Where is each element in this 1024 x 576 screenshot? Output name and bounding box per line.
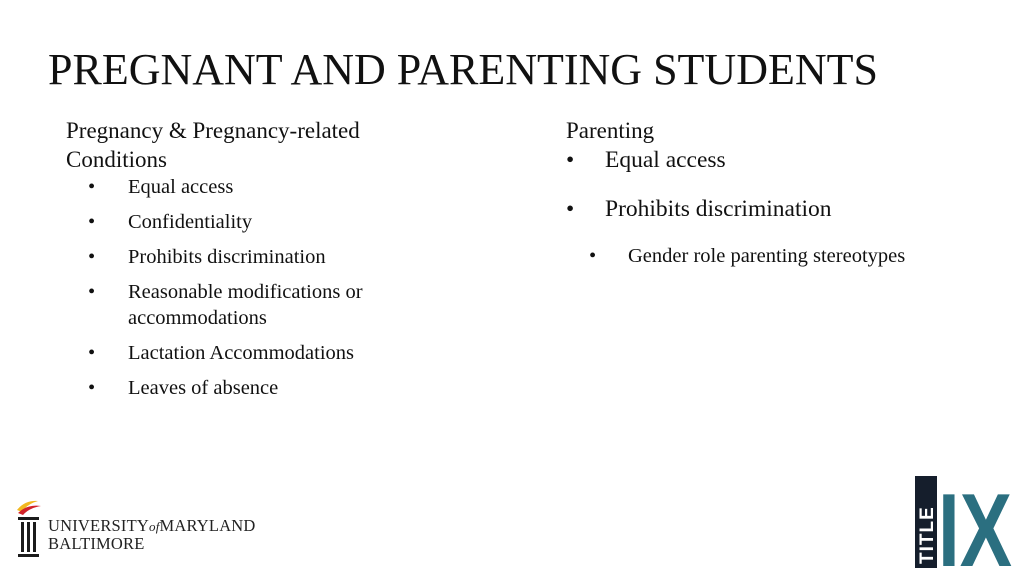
list-item-text: Gender role parenting stereotypes bbox=[628, 245, 906, 267]
umb-column bbox=[27, 522, 30, 552]
bullet-icon: • bbox=[88, 246, 96, 268]
list-item bbox=[566, 243, 1006, 269]
list-item bbox=[66, 209, 486, 235]
list-item bbox=[66, 244, 486, 270]
pregnancy-list bbox=[66, 174, 486, 401]
list-item-text: Leaves of absence bbox=[128, 377, 279, 399]
list-item bbox=[66, 279, 486, 331]
pregnancy-heading bbox=[66, 116, 486, 174]
bullet-icon: • bbox=[589, 245, 597, 267]
list-item-text: Lactation Accommodations bbox=[128, 342, 355, 364]
umb-pediment bbox=[18, 517, 39, 520]
umb-wordmark-line1 bbox=[48, 517, 256, 535]
list-item-text: Confidentiality bbox=[128, 211, 253, 233]
list-item-text: Reasonable modifications or accommodations bbox=[128, 281, 363, 329]
title-ix-logo bbox=[912, 474, 1014, 570]
umb-university: UNIVERSITY bbox=[48, 516, 149, 535]
pregnancy-heading-line1: Pregnancy & Pregnancy-related bbox=[66, 118, 360, 143]
umb-column bbox=[21, 522, 24, 552]
list-item-text: Prohibits discrimination bbox=[128, 246, 326, 268]
list-item bbox=[66, 174, 486, 200]
bullet-icon: • bbox=[88, 377, 96, 399]
pregnancy-heading-line2: Conditions bbox=[66, 147, 167, 172]
umb-maryland: MARYLAND bbox=[159, 516, 256, 535]
list-item-text: Equal access bbox=[605, 147, 726, 173]
umb-base bbox=[18, 554, 39, 557]
bullet-icon: • bbox=[88, 211, 96, 233]
bullet-icon: • bbox=[88, 281, 96, 303]
pregnancy-column bbox=[66, 116, 486, 410]
slide-title: PREGNANT AND PARENTING STUDENTS bbox=[48, 45, 878, 94]
list-item bbox=[66, 340, 486, 366]
umb-wordmark bbox=[48, 517, 256, 552]
parenting-column bbox=[566, 116, 1006, 269]
parenting-sub-list bbox=[566, 243, 1006, 269]
bullet-icon: • bbox=[566, 147, 575, 173]
umb-of: of bbox=[149, 519, 160, 534]
list-item bbox=[66, 375, 486, 401]
list-item bbox=[566, 194, 1006, 224]
title-ix-big-text: IX bbox=[938, 474, 1012, 570]
parenting-heading: Parenting bbox=[566, 118, 655, 143]
list-item-text: Prohibits discrimination bbox=[605, 196, 832, 222]
bullet-icon: • bbox=[88, 342, 96, 364]
title-ix-small-text: TITLE bbox=[917, 506, 938, 564]
list-item bbox=[566, 145, 1006, 175]
parenting-list bbox=[566, 145, 1006, 224]
umb-column bbox=[33, 522, 36, 552]
university-of-maryland-baltimore-logo bbox=[14, 498, 254, 562]
umb-pillar-icon bbox=[14, 498, 44, 562]
bullet-icon: • bbox=[88, 176, 96, 198]
umb-wordmark-line2: BALTIMORE bbox=[48, 534, 145, 553]
list-item-text: Equal access bbox=[128, 176, 234, 198]
bullet-icon: • bbox=[566, 196, 575, 222]
